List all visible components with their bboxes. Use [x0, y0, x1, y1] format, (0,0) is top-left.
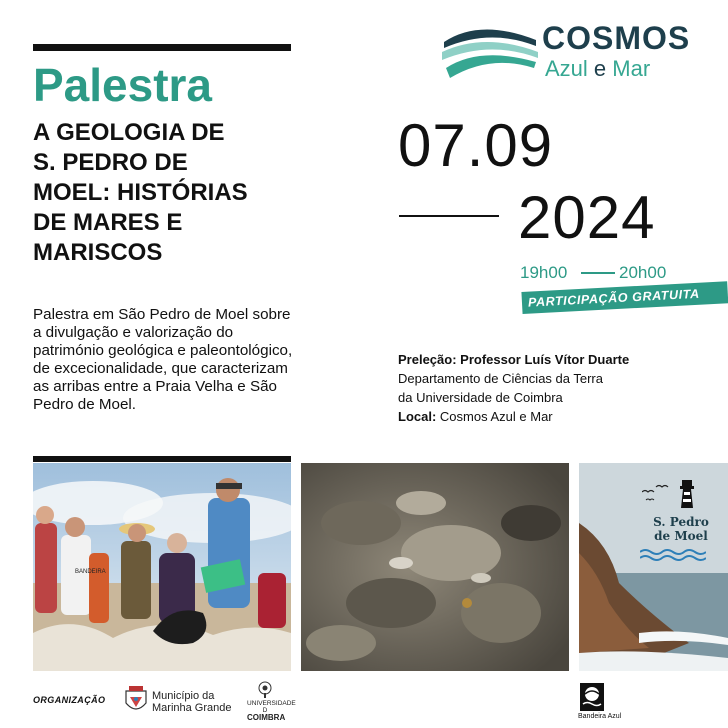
wave-logo-icon — [440, 18, 540, 80]
time-divider — [581, 272, 615, 274]
sign-line2: de Moel — [654, 529, 708, 543]
birds-icon — [642, 484, 670, 504]
bandeira-azul-icon — [580, 683, 604, 711]
sign-line1: S. Pedro — [653, 515, 709, 529]
rock-fossil-photo — [301, 463, 569, 671]
municipio-line1: Município da — [152, 690, 215, 702]
event-date-year: 2024 — [518, 184, 656, 251]
event-info — [398, 350, 629, 426]
department-line1: Departamento de Ciências da Terra — [398, 371, 603, 386]
coimbra-name — [247, 700, 296, 722]
group-photo — [33, 463, 291, 671]
department-line2: da Universidade de Coimbra — [398, 390, 563, 405]
event-title: A GEOLOGIA DE S. PEDRO DE MOEL: HISTÓRIAS DE MARES E MARISCOS — [33, 119, 248, 266]
speaker-label: Preleção: — [398, 352, 457, 367]
logo-sub-e: e — [593, 56, 607, 81]
coimbra-seal-icon — [258, 681, 272, 699]
coimbra-line2: COIMBRA — [247, 713, 286, 722]
waves-icon — [640, 548, 706, 562]
event-kicker: Palestra — [33, 59, 213, 111]
logo-name: COSMOS — [542, 20, 691, 56]
event-description: Palestra em São Pedro de Moel sobre a divulgação e valorização do património geológica e paleontológico, de excecionalidade, que caracterizam as arribas entre a Praia Velha e São Pedro de Moel. — [33, 306, 293, 413]
badge-label: PARTICIPAÇÃO GRATUITA — [527, 286, 700, 310]
tshirt-text: BANDEIRA — [75, 569, 106, 575]
bandeira-azul-label: Bandeira Azul — [578, 713, 622, 720]
speaker-name: Professor Luís Vítor Duarte — [460, 352, 630, 367]
logo-sub-mar: Mar — [612, 56, 651, 81]
lighthouse-icon — [672, 478, 702, 510]
municipio-crest-icon — [123, 685, 149, 715]
free-participation-badge — [521, 281, 728, 314]
time-start: 19h00 — [520, 263, 568, 282]
logo-subtitle — [545, 56, 650, 82]
local-label: Local: — [398, 409, 437, 424]
date-divider — [399, 215, 499, 217]
municipio-name — [152, 690, 232, 714]
event-date-day-month: 07.09 — [398, 112, 554, 179]
logo-sub-azul: Azul — [545, 56, 588, 81]
local-value: Cosmos Azul e Mar — [439, 409, 553, 424]
organizacao-label: ORGANIZAÇÃO — [33, 695, 106, 705]
municipio-line2: Marinha Grande — [152, 702, 232, 714]
top-rule — [33, 44, 291, 51]
s-pedro-sign — [645, 515, 717, 543]
photos-rule — [33, 456, 291, 462]
coimbra-line1: UNIVERSIDADE D — [247, 700, 296, 714]
time-end: 20h00 — [619, 263, 667, 282]
